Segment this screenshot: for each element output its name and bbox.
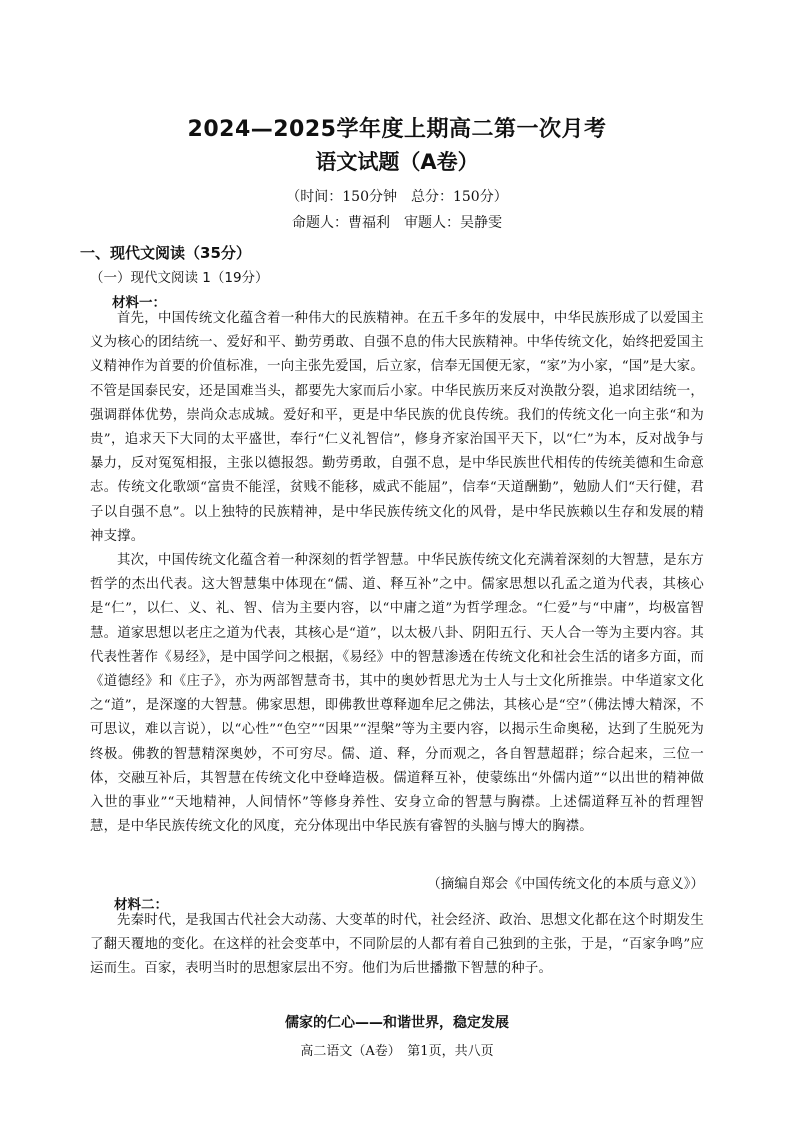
exam-subtitle: 语文试题（A卷） (315, 150, 479, 174)
material-two-label: 材料二： (114, 897, 168, 913)
material-two-subheading: 儒家的仁心——和谐世界，稳定发展 (285, 1015, 509, 1031)
subsection-heading: （一）现代文阅读 1（19分） (90, 270, 269, 286)
authors-line: 命题人：曹福利 审题人：吴静雯 (292, 215, 502, 231)
time-info: （时间：150分钟 总分：150分） (286, 189, 508, 205)
page-footer: 高二语文（A卷） 第1页，共八页 (300, 1044, 494, 1059)
material-one-label: 材料一： (112, 295, 166, 311)
material-two-paragraph-1: 先秦时代，是我国古代社会大动荡、大变革的时代，社会经济、政治、思想文化都在这个时期发生了翻天覆地的变化。在这样的社会变革中，不同阶层的人都有着自己独到的主张，于是，“百家争鸣”应运而生。百家，表明当时的思想家层出不穷。他们为后世播撒下智慧的种子。 (90, 913, 704, 977)
source-citation: （摘编自郑会《中国传统文化的本质与意义》） (427, 876, 704, 892)
material-one-paragraph-2: 其次，中国传统文化蕴含着一种深刻的哲学智慧。中华民族传统文化充满着深刻的大智慧，是东方哲学的杰出代表。这大智慧集中体现在“儒、道、释互补”之中。儒家思想以孔孟之道为代表，其核心是“仁”，以仁、义、礼、智、信为主要内容，以“中庸之道”为哲学理念。“仁爱”与“中庸”，均极富智慧。道家思想以老庄之道为代表，其核心是“道”，以太极八卦、阴阳五行、天人合一等为主要内容。其代表性著作《易经》，是中国学问之根据，《易经》中的智慧渗透在传统文化和社会生活的诸多方面，而《道德经》和《庄子》，亦为两部智慧奇书，其中的奥妙哲思尤为士人与士文化所推崇。中华道家文化之“道”，是深邃的大智慧。佛家思想，即佛教世尊释迦牟尼之佛法，其核心是“空”（佛法博大精深，不可思议，难以言说），以“心性”“色空”“因果”“涅槃”等为主要内容，以揭示生命奥秘，达到了生脱死为终极。佛教的智慧精深奥妙，不可穷尽。儒、道、释，分而观之，各自智慧超群；综合起来，三位一体，交融互补后，其智慧在传统文化中登峰造极。儒道释互补，使蒙练出“外儒内道”“以出世的精神做入世的事业”“天地精神，人间情怀”等修身养性、安身立命的智慧与胸襟。上述儒道释互补的哲理智慧，是中华民族传统文化的风度，充分体现出中华民族有睿智的头脑与博大的胸襟。 (90, 553, 704, 835)
exam-title: 2024—2025学年度上期高二第一次月考 (187, 117, 607, 142)
material-one-paragraph-1: 首先，中国传统文化蕴含着一种伟大的民族精神。在五千多年的发展中，中华民族形成了以爱国主义为核心的团结统一、爱好和平、勤劳勇敢、自强不息的伟大民族精神。中华传统文化，始终把爱国主义精神作为首要的价值标准，一向主张先爱国，后立家，信奉无国便无家，“家”为小家，“国”是大家。不管是国泰民安，还是国难当头，都要先大家而后小家。中华民族历来反对涣散分裂，追求团结统一，强调群体优势，崇尚众志成城。爱好和平，更是中华民族的优良传统。我们的传统文化一向主张“和为贵”，追求天下大同的太平盛世，奉行“仁义礼智信”，修身齐家治国平天下，以“仁”为本，反对战争与暴力，反对冤冤相报，主张以德报怨。勤劳勇敢，自强不息，是中华民族世代相传的传统美德和生命意志。传统文化歌颂“富贵不能淫，贫贱不能移，威武不能屈”，信奉“天道酬勤”，勉励人们“天行健，君子以自强不息”。以上独特的民族精神，是中华民族传统文化的风骨，是中华民族赖以生存和发展的精神支撑。 (90, 311, 704, 544)
section-heading: 一、现代文阅读（35分） (80, 244, 251, 262)
